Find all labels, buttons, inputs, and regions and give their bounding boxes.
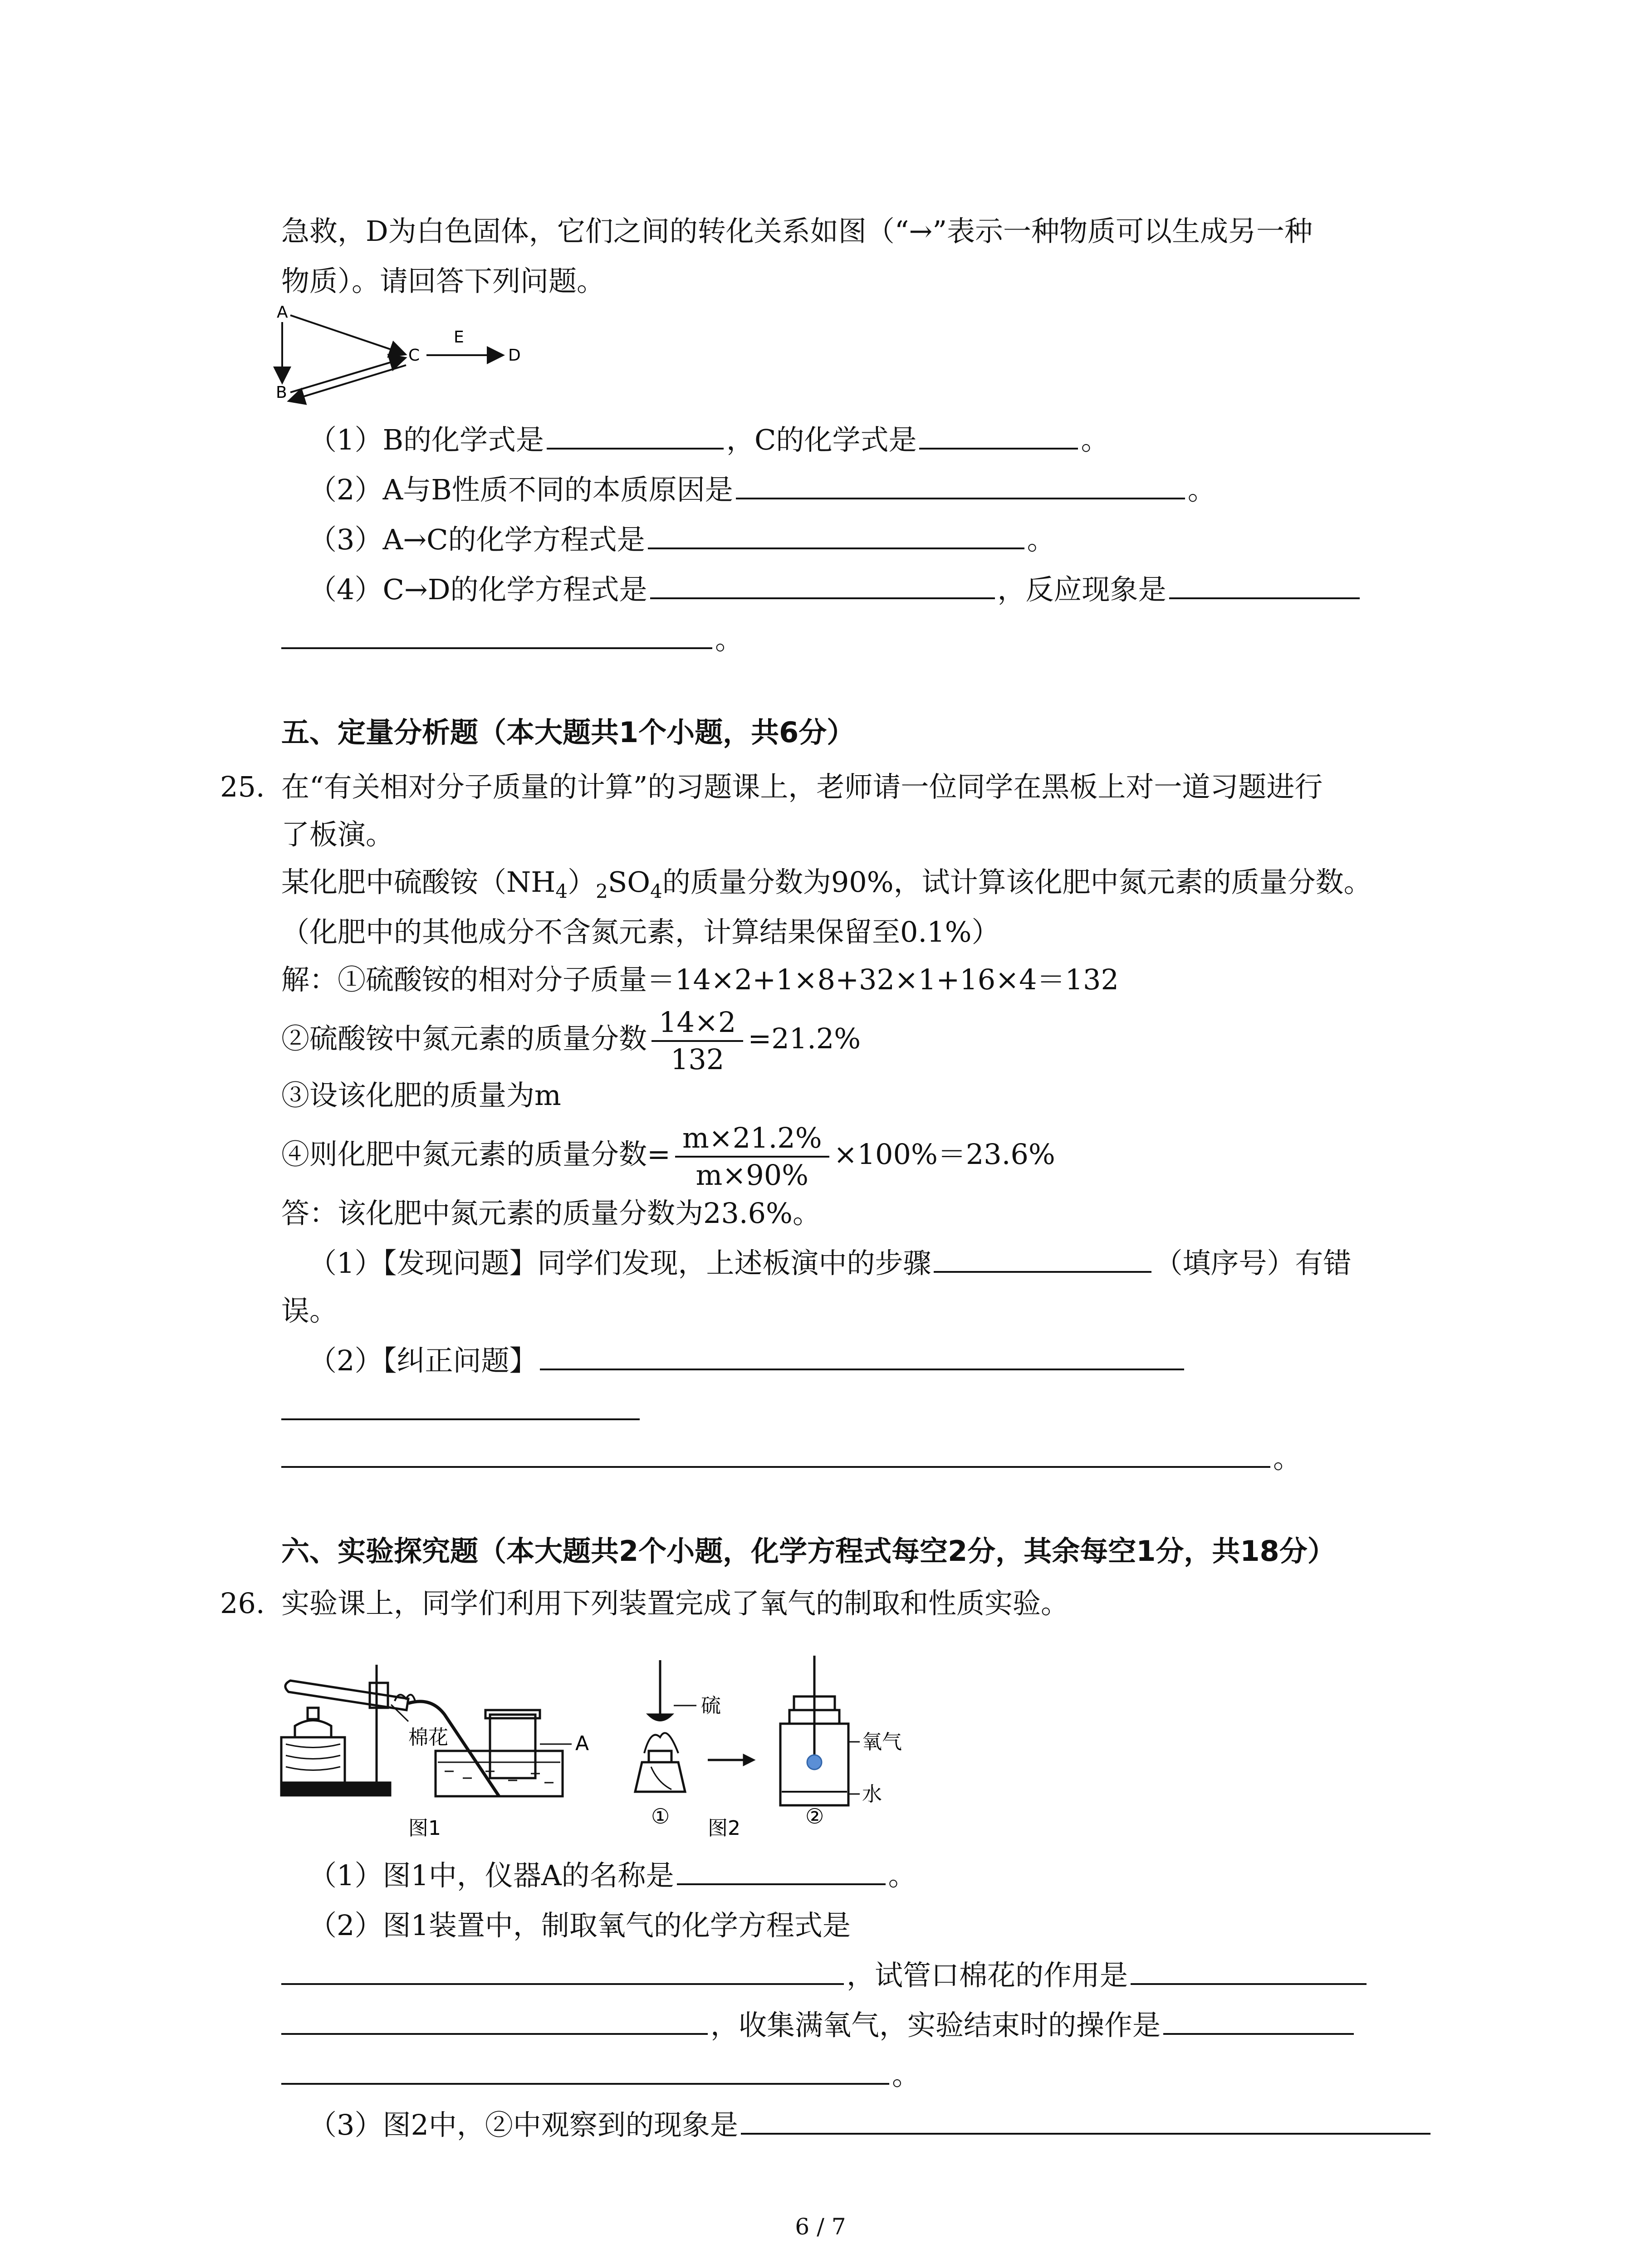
q26-part2: （2）图1装置中，制取氧气的化学方程式是 <box>309 1909 851 1942</box>
q25-step-1: 解：①硫酸铵的相对分子质量＝14×2+1×8+32×1+16×4＝132 <box>281 963 1119 996</box>
label-oxygen: 氧气 <box>862 1730 902 1754</box>
node-B: B <box>276 383 287 402</box>
answer-blank[interactable] <box>736 469 1185 499</box>
label-fig2: 图2 <box>708 1817 740 1840</box>
q24-part2: （2）A与B性质不同的本质原因是 。 <box>309 469 1216 510</box>
q25-answer: 答：该化肥中氮元素的质量分数为23.6%。 <box>281 1197 821 1230</box>
q25-step-4: ④则化肥中氮元素的质量分数= $\frac{m\times 21.2\%}{m\times 90\%}$ ×100%＝23.6% <box>281 1120 1055 1193</box>
answer-blank[interactable] <box>919 420 1078 450</box>
label-A: A <box>575 1732 589 1755</box>
q26-part1: （1）图1中，仪器A的名称是 。 <box>309 1855 916 1896</box>
experiment-figures <box>272 1647 930 1855</box>
section6-title: 六、实验探究题（本大题共2个小题，化学方程式每空2分，其余每空1分，共18分） <box>281 1535 1336 1568</box>
q25-step-3: ③设该化肥的质量为m <box>281 1079 561 1112</box>
answer-blank[interactable] <box>281 1390 640 1420</box>
answer-blank[interactable] <box>650 569 995 599</box>
conversion-diagram <box>272 302 554 413</box>
q25-step-2: ②硫酸铵中氮元素的质量分数 $\frac{14\times 2}{132}$ =21.2% <box>281 1005 861 1077</box>
label-sulfur: 硫 <box>701 1694 721 1717</box>
answer-blank[interactable] <box>741 2105 1430 2135</box>
q26-part2-line4: 。 <box>281 2055 920 2096</box>
q25-line-2: 了板演。 <box>281 818 394 851</box>
page-number: 6 / 7 <box>795 2214 846 2240</box>
label-circle1: ① <box>651 1804 670 1828</box>
q26-number: 26. <box>220 1587 265 1620</box>
label-water: 水 <box>862 1783 882 1806</box>
answer-blank[interactable] <box>281 1438 1270 1468</box>
label-cotton: 棉花 <box>408 1726 448 1749</box>
q24-part4: （4）C→D的化学方程式是 ，反应现象是 <box>309 569 1362 610</box>
node-C: C <box>408 346 420 365</box>
q25-number: 25. <box>220 770 265 803</box>
node-A: A <box>277 303 288 322</box>
q26-line-1: 实验课上，同学们利用下列装置完成了氧气的制取和性质实验。 <box>281 1587 1069 1620</box>
answer-blank[interactable] <box>1163 2005 1354 2035</box>
fraction-step2: $\frac{14\times 2}{132}$ <box>652 1005 743 1077</box>
answer-blank[interactable] <box>281 1955 844 1985</box>
q25-line-4: （化肥中的其他成分不含氮元素，计算结果保留至0.1%） <box>281 915 1000 948</box>
answer-blank[interactable] <box>547 420 724 450</box>
answer-blank[interactable] <box>934 1243 1151 1273</box>
q25-line-1: 在“有关相对分子质量的计算”的习题课上，老师请一位同学在黑板上对一道习题进行 <box>281 770 1323 803</box>
answer-blank[interactable] <box>281 619 712 649</box>
q26-part2-line2: ，试管口棉花的作用是 <box>281 1955 1369 1996</box>
q24-part1: （1）B的化学式是 ，C的化学式是 。 <box>309 420 1109 460</box>
q25-part2-line2 <box>281 1390 642 1431</box>
answer-blank[interactable] <box>648 519 1024 549</box>
label-E: E <box>454 328 464 347</box>
q26-part2-line3: ，收集满氧气，实验结束时的操作是 <box>281 2005 1357 2046</box>
label-circle2: ② <box>805 1804 824 1828</box>
label-fig1: 图1 <box>408 1817 441 1840</box>
q25-part2-line3: 。 <box>281 1438 1301 1479</box>
answer-blank[interactable] <box>281 2055 889 2085</box>
q25-line-3: 某化肥中硫酸铵$(NH_4)_2SO_4$的质量分数为90%，试计算该化肥中氮元素的质量分数。 <box>281 865 1372 903</box>
answer-blank[interactable] <box>1169 569 1360 599</box>
intro-line-2: 物质）。请回答下列问题。 <box>281 264 605 298</box>
q25-part1-cont: 误。 <box>281 1294 338 1327</box>
answer-blank[interactable] <box>677 1855 886 1885</box>
section5-title: 五、定量分析题（本大题共1个小题，共6分） <box>281 716 855 749</box>
q26-part3: （3）图2中，②中观察到的现象是 <box>309 2105 1433 2146</box>
q25-part2: （2）【纠正问题】 <box>309 1340 1187 1381</box>
intro-line-1: 急救，D为白色固体，它们之间的转化关系如图（“→”表示一种物质可以生成另一种 <box>281 215 1313 248</box>
fraction-step4: $\frac{m\times 21.2\%}{m\times 90\%}$ <box>675 1120 829 1193</box>
node-D: D <box>508 346 521 365</box>
answer-blank[interactable] <box>1131 1955 1367 1985</box>
q24-part4-cont: 。 <box>281 619 743 660</box>
q24-part3: （3）A→C的化学方程式是 。 <box>309 519 1055 560</box>
q25-part1: （1）【发现问题】同学们发现，上述板演中的步骤 （填序号）有错 <box>309 1243 1351 1284</box>
answer-blank[interactable] <box>540 1340 1184 1370</box>
answer-blank[interactable] <box>281 2005 708 2035</box>
figure2-apparatus <box>635 1656 860 1805</box>
